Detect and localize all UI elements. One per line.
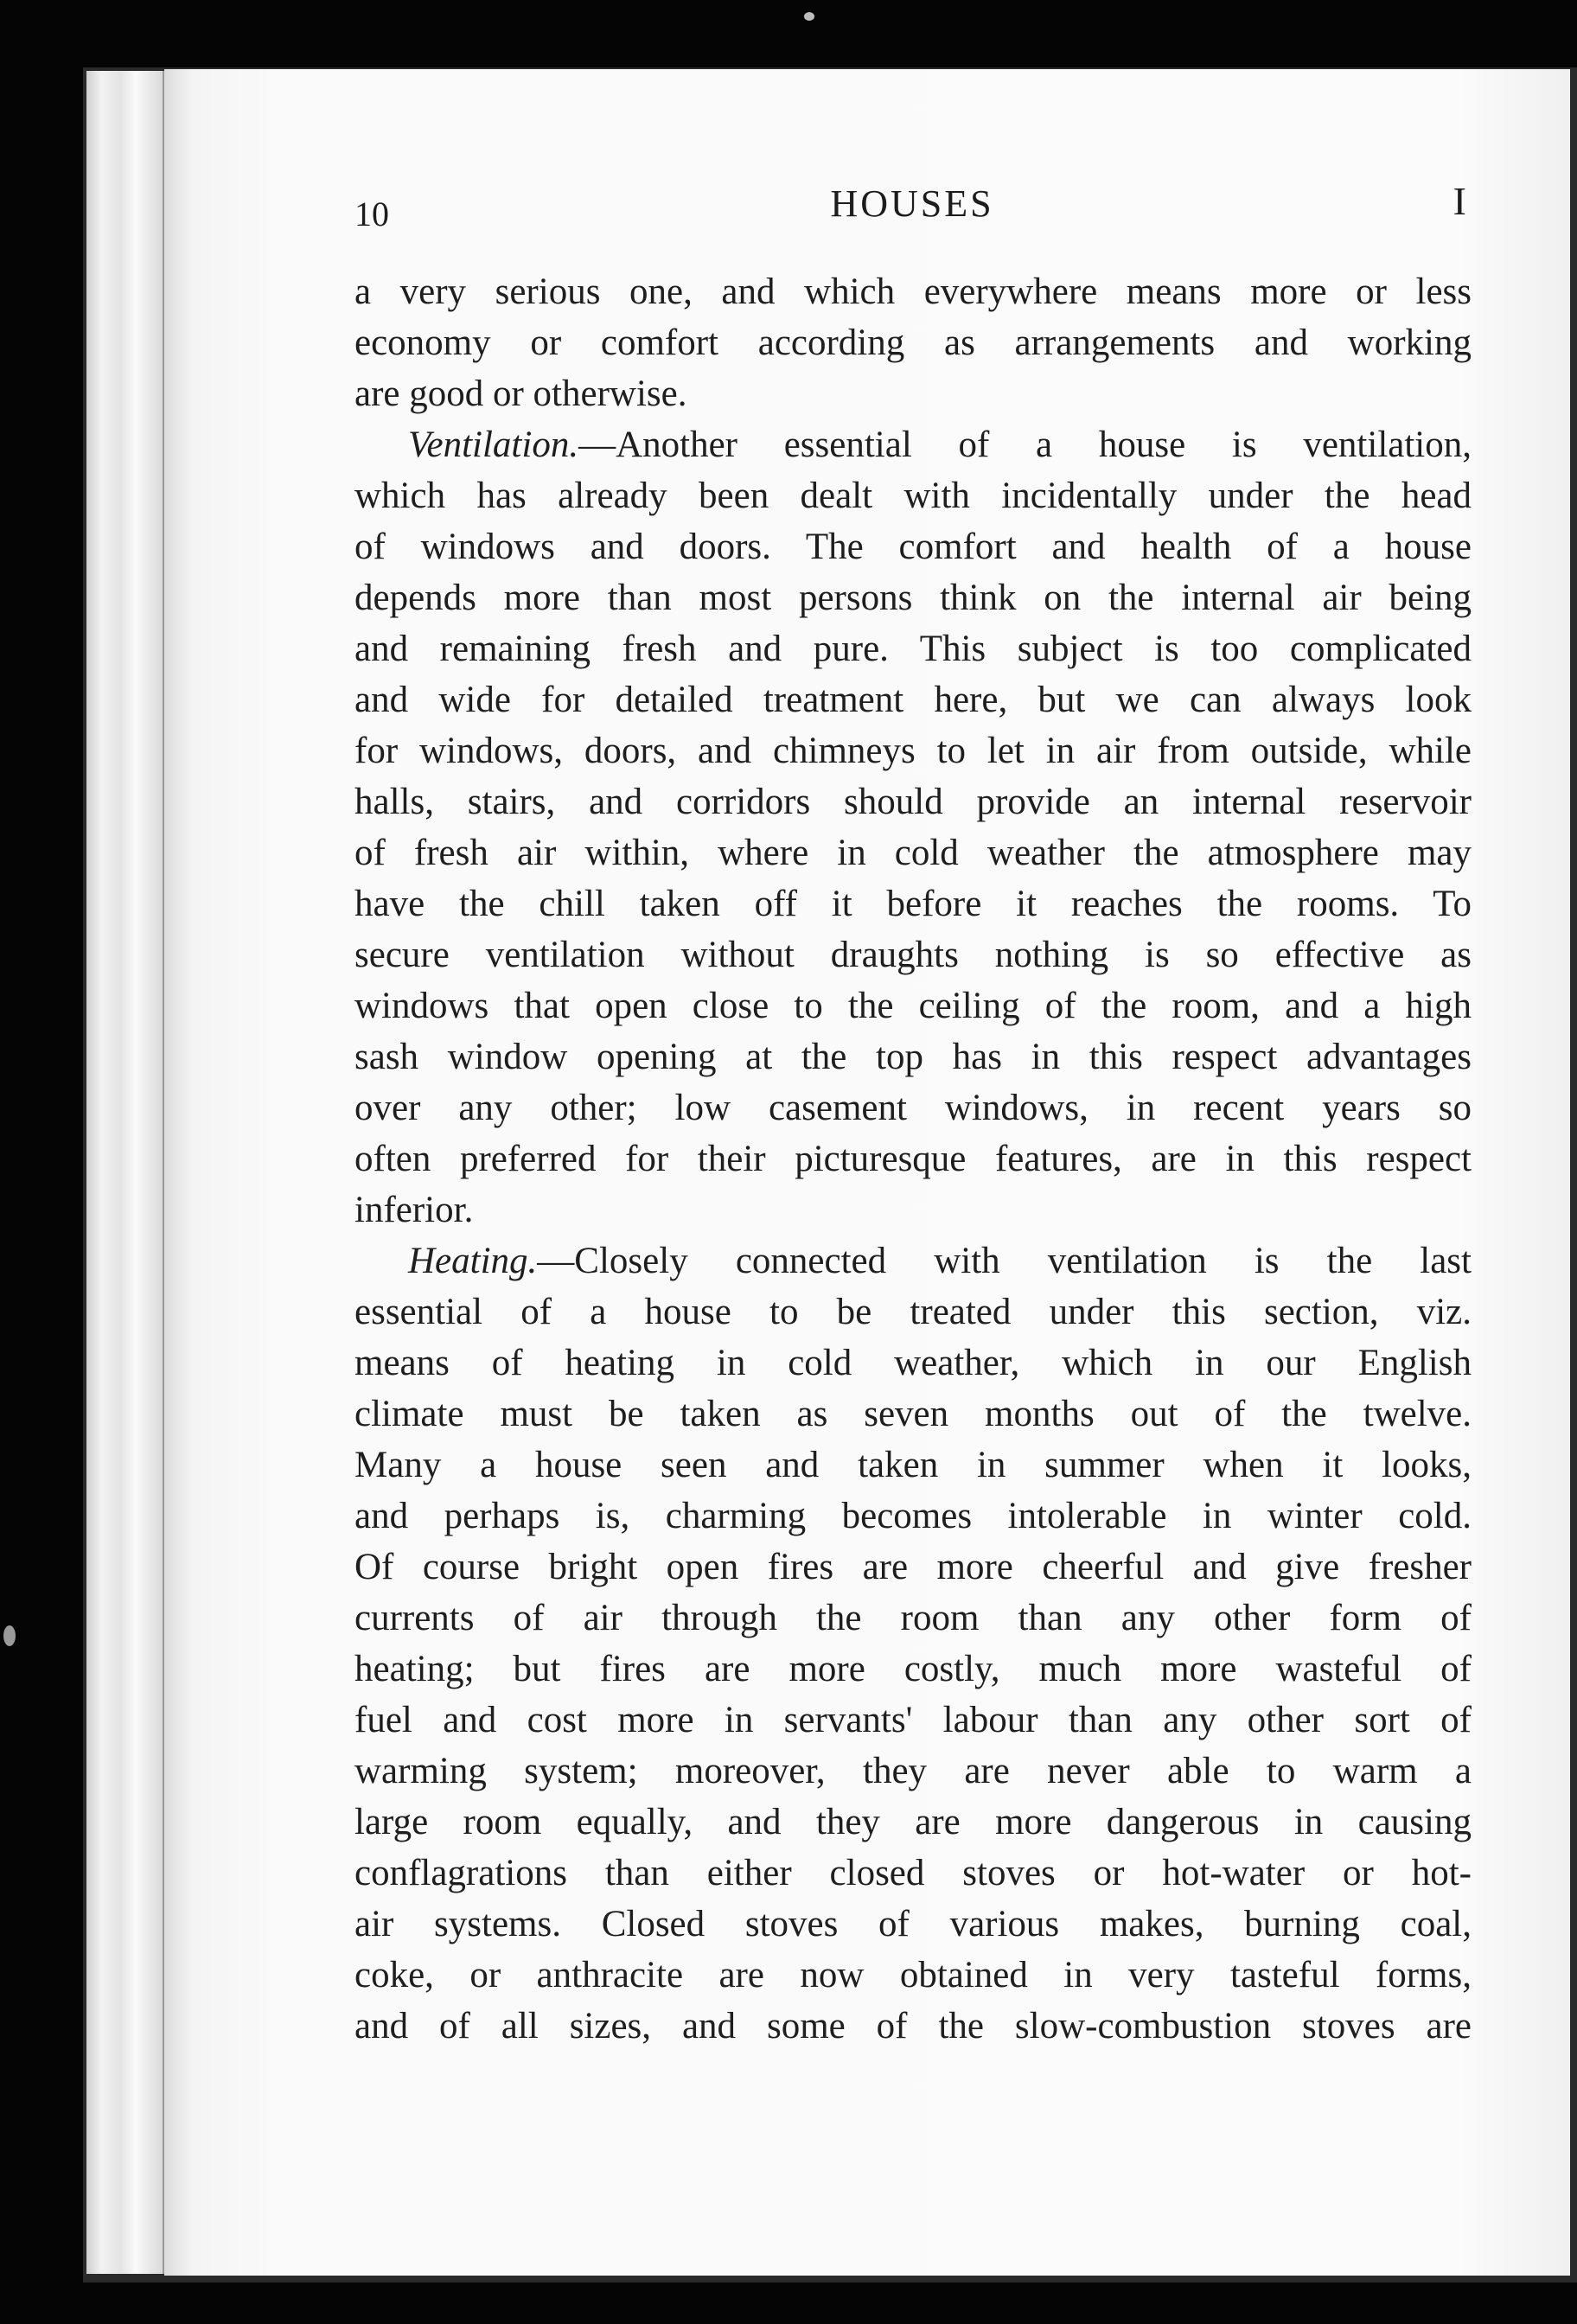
page-number: 10 xyxy=(354,195,389,233)
text-line xyxy=(354,521,1472,572)
line-text: —Another essential of a house is ventilation, xyxy=(578,425,1472,465)
text-line xyxy=(354,1082,1472,1133)
line-text: large room equally, and they are more dangerous in causing xyxy=(354,1802,1472,1842)
text-line xyxy=(354,266,1472,317)
text-line xyxy=(354,1593,1472,1644)
text-line xyxy=(354,1440,1472,1491)
line-text: secure ventilation without draughts nothing is so effective as xyxy=(354,935,1472,975)
text-line xyxy=(354,980,1472,1031)
line-text: essential of a house to be treated under this section, viz. xyxy=(354,1292,1472,1332)
line-text: climate must be taken as seven months out of the twelve. xyxy=(354,1394,1472,1434)
text-line xyxy=(354,1950,1472,2001)
text-line xyxy=(354,827,1472,878)
text-line xyxy=(354,368,1472,419)
line-text: and perhaps is, charming becomes intolerable in winter cold. xyxy=(354,1496,1472,1536)
text-line xyxy=(354,572,1472,623)
page-header xyxy=(354,178,1470,239)
text-line xyxy=(354,1286,1472,1338)
line-text: and of all sizes, and some of the slow-combustion stoves are xyxy=(354,2006,1472,2046)
section-run-in-heading: Ventilation. xyxy=(408,425,579,465)
dust-speck xyxy=(3,1625,16,1646)
line-text: over any other; low casement windows, in recent years so xyxy=(354,1088,1472,1128)
text-line xyxy=(354,1389,1472,1440)
line-text: currents of air through the room than any other form of xyxy=(354,1598,1472,1638)
text-line xyxy=(354,1491,1472,1542)
text-line xyxy=(354,317,1472,368)
line-text: windows that open close to the ceiling of the room, and a high xyxy=(354,986,1472,1026)
line-text: halls, stairs, and corridors should provide an internal reservoir xyxy=(354,782,1472,822)
dust-speck xyxy=(804,12,814,21)
line-text: and remaining fresh and pure. This subject is too complicated xyxy=(354,629,1472,669)
text-line xyxy=(354,1644,1472,1695)
text-line xyxy=(354,674,1472,725)
text-line xyxy=(354,1235,1472,1286)
line-text: Of course bright open fires are more cheerful and give fresher xyxy=(354,1547,1472,1587)
line-text: air systems. Closed stoves of various makes, burning coal, xyxy=(354,1904,1472,1944)
chapter-number: I xyxy=(1452,179,1466,223)
line-text: means of heating in cold weather, which in our English xyxy=(354,1343,1472,1383)
section-run-in-heading: Heating. xyxy=(408,1241,538,1281)
line-text: heating; but fires are more costly, much more wasteful of xyxy=(354,1649,1472,1689)
text-line xyxy=(354,623,1472,674)
line-text: warming system; moreover, they are never able to warm a xyxy=(354,1751,1472,1791)
text-line xyxy=(354,1031,1472,1082)
text-line xyxy=(354,1542,1472,1593)
line-text: sash window opening at the top has in this respect advantages xyxy=(354,1037,1472,1077)
text-line xyxy=(354,1133,1472,1184)
text-line xyxy=(354,1899,1472,1950)
line-text: economy or comfort according as arrangements and working xyxy=(354,322,1472,363)
line-text: depends more than most persons think on the internal air being xyxy=(354,578,1472,618)
line-text: a very serious one, and which everywhere means more or less xyxy=(354,271,1472,312)
text-line xyxy=(354,1184,1472,1235)
text-line xyxy=(354,470,1472,521)
line-text: are good or otherwise. xyxy=(354,374,687,414)
line-text: and wide for detailed treatment here, but we can always look xyxy=(354,680,1472,720)
line-text: of windows and doors. The comfort and health of a house xyxy=(354,527,1472,567)
line-text: inferior. xyxy=(354,1190,474,1230)
text-line xyxy=(354,929,1472,980)
line-text: —Closely connected with ventilation is the last xyxy=(537,1241,1472,1281)
line-text: conflagrations than either closed stoves or hot-water or hot- xyxy=(354,1853,1472,1893)
line-text: fuel and cost more in servants' labour than any other sort of xyxy=(354,1700,1472,1740)
page-edge xyxy=(86,71,164,2274)
text-line xyxy=(354,1695,1472,1746)
text-line xyxy=(354,725,1472,776)
line-text: for windows, doors, and chimneys to let in air from outside, while xyxy=(354,731,1472,771)
line-text: have the chill taken off it before it reaches the rooms. To xyxy=(354,884,1472,924)
running-head: HOUSES xyxy=(830,182,994,225)
line-text: which has already been dealt with incidentally under the head xyxy=(354,476,1472,516)
text-line xyxy=(354,1338,1472,1389)
text-line xyxy=(354,1797,1472,1848)
text-line xyxy=(354,1848,1472,1899)
text-line xyxy=(354,419,1472,470)
text-line xyxy=(354,2001,1472,2052)
line-text: coke, or anthracite are now obtained in very tasteful forms, xyxy=(354,1955,1472,1995)
line-text: often preferred for their picturesque features, are in this respect xyxy=(354,1139,1472,1179)
line-text: of fresh air within, where in cold weather the atmosphere may xyxy=(354,833,1472,873)
line-text: Many a house seen and taken in summer when it looks, xyxy=(354,1445,1472,1485)
text-line xyxy=(354,878,1472,929)
body-text xyxy=(354,266,1472,2052)
text-line xyxy=(354,776,1472,827)
text-line xyxy=(354,1746,1472,1797)
